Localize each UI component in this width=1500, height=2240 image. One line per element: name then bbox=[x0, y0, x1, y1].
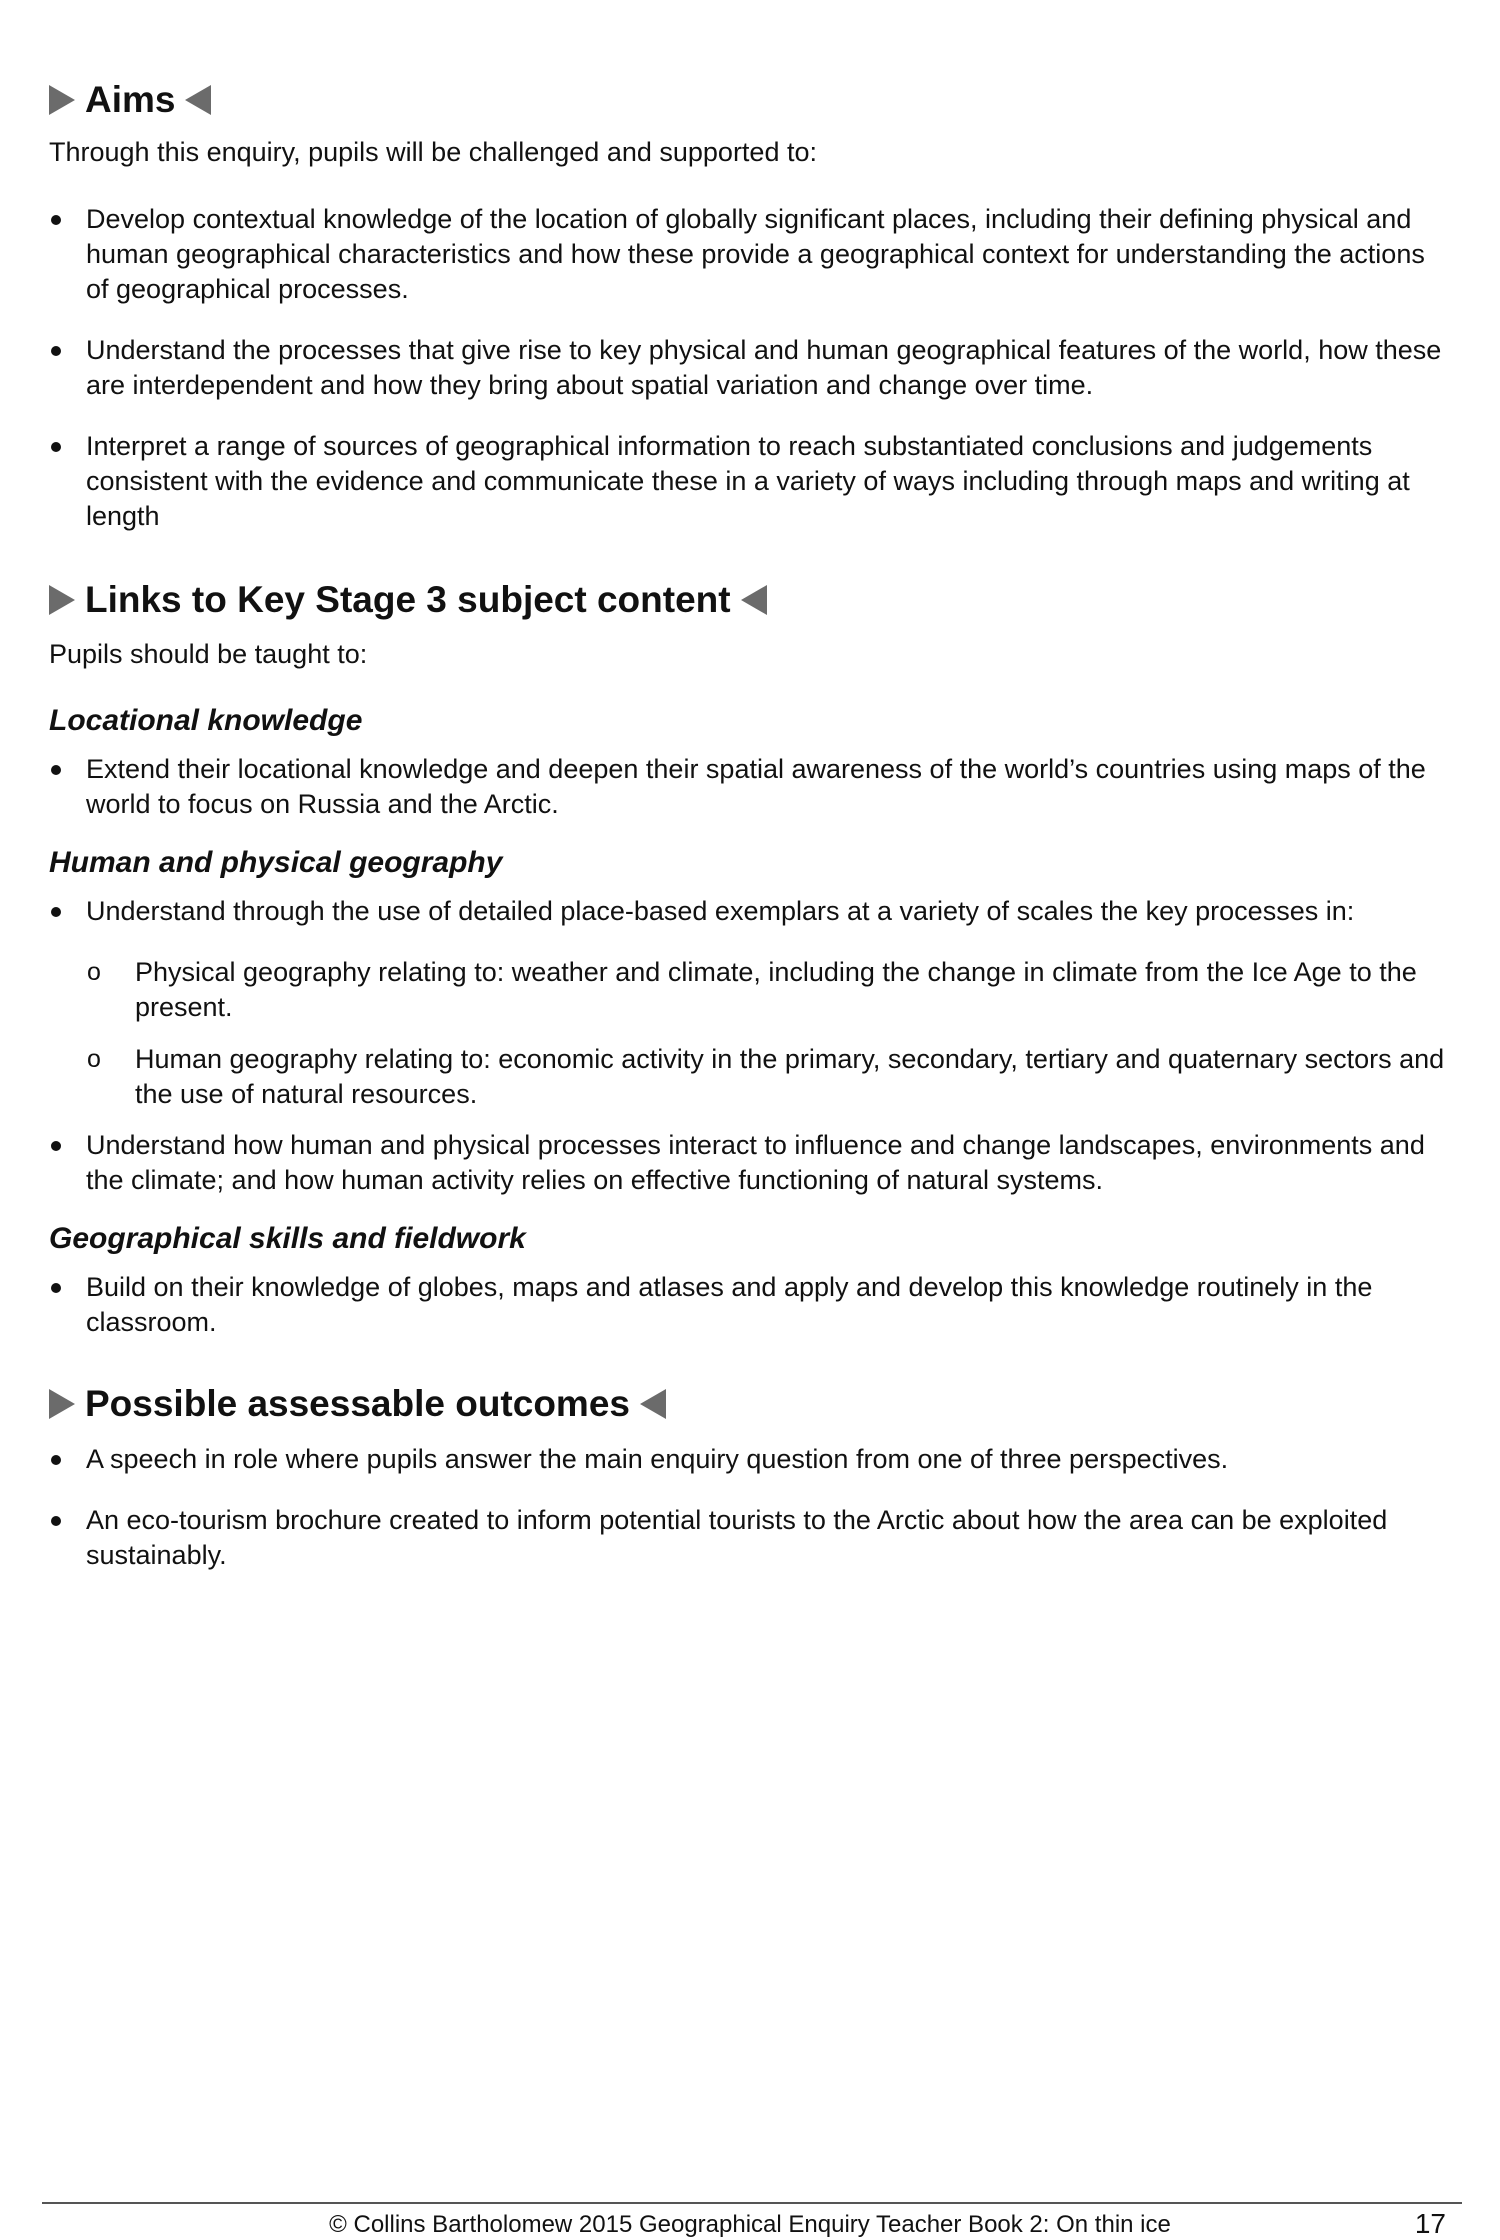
bullet-icon bbox=[51, 907, 61, 917]
list-item bbox=[49, 333, 1449, 403]
outcomes-list bbox=[49, 1442, 1449, 1573]
list-item bbox=[49, 1503, 1449, 1573]
page-content bbox=[49, 78, 1449, 1573]
sub-list-item-text: Physical geography relating to: weather and climate, including the change in climate from the Ice Age to the present. bbox=[135, 957, 1417, 1022]
bullet-icon bbox=[51, 215, 61, 225]
list-item bbox=[49, 202, 1449, 307]
locational-knowledge-title: Locational knowledge bbox=[49, 704, 363, 737]
list-item-text: Develop contextual knowledge of the location of globally significant places, including their defining physical and human geographical characteristics and how these provide a geographical context for understanding the actions of geographical processes. bbox=[86, 204, 1425, 304]
triangle-right-icon bbox=[49, 85, 75, 115]
bullet-icon bbox=[51, 346, 61, 356]
links-section bbox=[49, 578, 1449, 1340]
list-item-text: A speech in role where pupils answer the main enquiry question from one of three perspectives. bbox=[86, 1444, 1229, 1474]
triangle-right-icon bbox=[49, 1389, 75, 1419]
triangle-left-icon bbox=[185, 85, 211, 115]
sub-bullet-icon: o bbox=[87, 1045, 101, 1073]
list-item-text: Build on their knowledge of globes, maps and atlases and apply and develop this knowledge routinely in the classroom. bbox=[86, 1272, 1373, 1337]
outcomes-section bbox=[49, 1382, 1449, 1573]
list-item bbox=[49, 1270, 1449, 1340]
triangle-left-icon bbox=[741, 585, 767, 615]
triangle-right-icon bbox=[49, 585, 75, 615]
list-item bbox=[49, 752, 1449, 822]
footer-copyright: © Collins Bartholomew 2015 Geographical Enquiry Teacher Book 2: On thin ice bbox=[329, 2211, 1171, 2238]
sub-list-item bbox=[49, 955, 1449, 1025]
sub-bullet-icon: o bbox=[87, 958, 101, 986]
human-physical-list bbox=[49, 894, 1449, 929]
footer-divider bbox=[42, 2202, 1462, 2204]
bullet-icon bbox=[51, 1455, 61, 1465]
skills-list bbox=[49, 1270, 1449, 1340]
locational-list bbox=[49, 752, 1449, 822]
bullet-icon bbox=[51, 765, 61, 775]
links-heading-text: Links to Key Stage 3 subject content bbox=[85, 579, 731, 620]
links-intro: Pupils should be taught to: bbox=[49, 639, 368, 669]
aims-intro: Through this enquiry, pupils will be challenged and supported to: bbox=[49, 137, 817, 167]
human-physical-title: Human and physical geography bbox=[49, 846, 503, 879]
aims-heading-text: Aims bbox=[85, 79, 176, 120]
bullet-icon bbox=[51, 1516, 61, 1526]
aims-section bbox=[49, 78, 1449, 534]
list-item bbox=[49, 1442, 1449, 1477]
links-heading bbox=[49, 578, 1449, 622]
outcomes-heading bbox=[49, 1382, 1449, 1426]
list-item-text: Understand how human and physical processes interact to influence and change landscapes, environments and the climate; and how human activity relies on effective functioning of natural systems. bbox=[86, 1130, 1425, 1195]
bullet-icon bbox=[51, 442, 61, 452]
bullet-icon bbox=[51, 1283, 61, 1293]
sub-list-item bbox=[49, 1042, 1449, 1112]
list-item-text: Extend their locational knowledge and deepen their spatial awareness of the world’s countries using maps of the world to focus on Russia and the Arctic. bbox=[86, 754, 1426, 819]
page-number: 17 bbox=[1414, 2208, 1446, 2239]
list-item-text: Understand through the use of detailed place-based exemplars at a variety of scales the key processes in: bbox=[86, 896, 1355, 926]
triangle-left-icon bbox=[640, 1389, 666, 1419]
skills-title: Geographical skills and fieldwork bbox=[49, 1222, 526, 1255]
list-item-text: Understand the processes that give rise to key physical and human geographical features of the world, how these are interdependent and how they bring about spatial variation and change over time. bbox=[86, 335, 1442, 400]
aims-heading bbox=[49, 78, 1449, 122]
list-item-text: Interpret a range of sources of geographical information to reach substantiated conclusions and judgements consistent with the evidence and communicate these in a variety of ways including through maps and writing at length bbox=[86, 431, 1410, 531]
aims-list bbox=[49, 202, 1449, 534]
list-item bbox=[49, 429, 1449, 534]
human-physical-sublist bbox=[49, 955, 1449, 1112]
bullet-icon bbox=[51, 1141, 61, 1151]
sub-list-item-text: Human geography relating to: economic activity in the primary, secondary, tertiary and quaternary sectors and the use of natural resources. bbox=[135, 1044, 1445, 1109]
list-item-text: An eco-tourism brochure created to inform potential tourists to the Arctic about how the area can be exploited sustainably. bbox=[86, 1505, 1388, 1570]
list-item bbox=[49, 894, 1449, 929]
list-item bbox=[49, 1128, 1449, 1198]
outcomes-heading-text: Possible assessable outcomes bbox=[85, 1383, 630, 1424]
human-physical-list-2 bbox=[49, 1128, 1449, 1198]
